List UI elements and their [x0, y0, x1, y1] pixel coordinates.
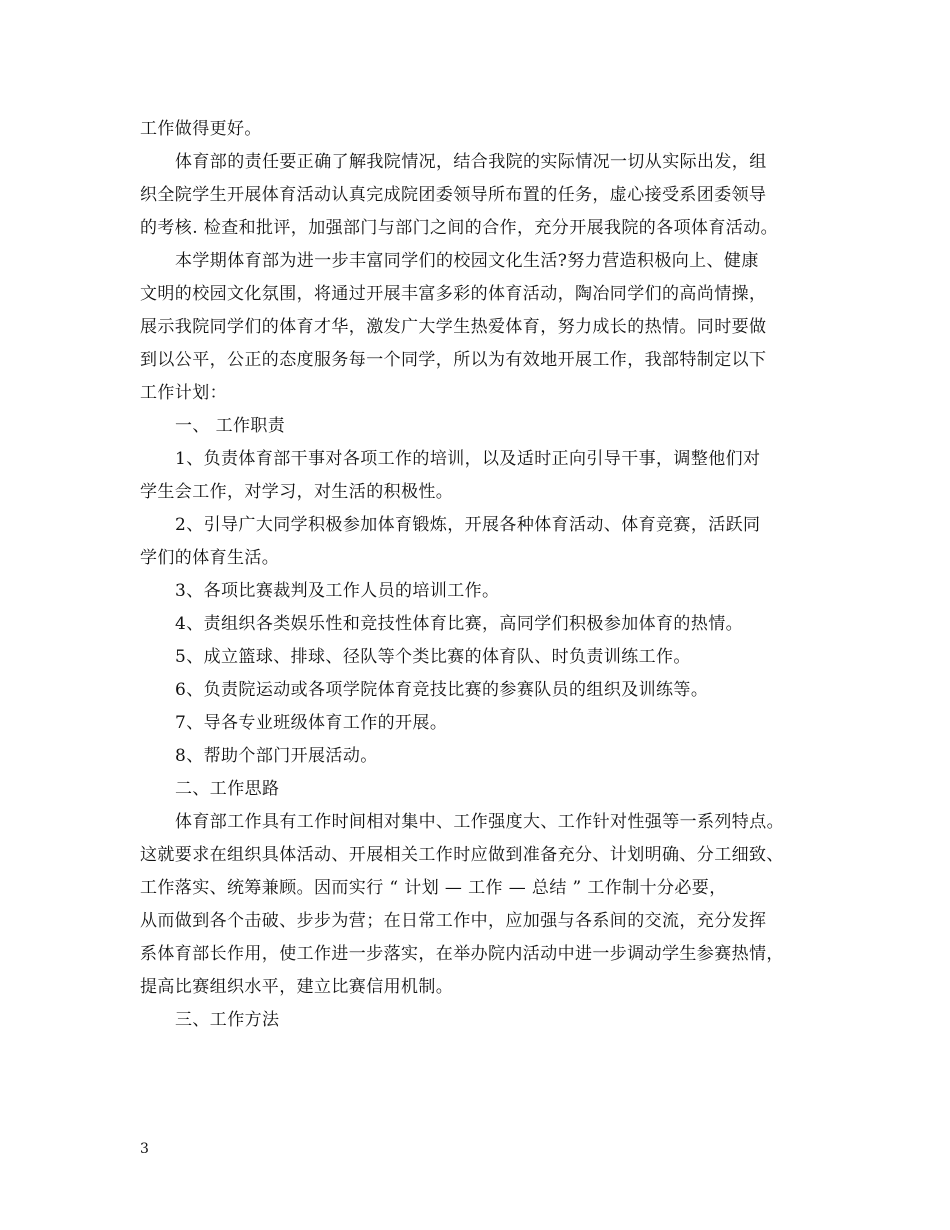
list-item: 1、负责体育部干事对各项工作的培训，以及适时正向引导干事，调整他们对 — [175, 449, 761, 469]
list-item: 7、导各专业班级体育工作的开展。 — [175, 713, 448, 733]
page-number: 3 — [140, 1141, 149, 1157]
text-line: 工作计划： — [140, 383, 227, 403]
list-item: 4、责组织各类娱乐性和竞技性体育比赛，高同学们积极参加体育的热情。 — [175, 614, 744, 634]
text-line: 学们的体育生活。 — [140, 548, 280, 568]
section-heading: 二、工作思路 — [175, 779, 280, 799]
text-line: 工作落实、统筹兼顾。因而实行 “ 计划 — 工作 — 总结 ” 工作制十分必要， — [140, 878, 727, 898]
text-line: 织全院学生开展体育活动认真完成院团委领导所布置的任务，虚心接受系团委领导 — [140, 185, 767, 205]
list-item: 2、引导广大同学积极参加体育锻炼，开展各种体育活动、体育竞赛，活跃同 — [175, 515, 761, 535]
text-line: 这就要求在组织具体活动、开展相关工作时应做到准备充分、计划明确、分工细致、 — [140, 845, 784, 865]
text-line: 体育部的责任要正确了解我院情况，结合我院的实际情况一切从实际出发，组 — [175, 152, 767, 172]
text-line: 系体育部长作用，使工作进一步落实，在举办院内活动中进一步调动学生参赛热情， — [140, 944, 784, 964]
list-item: 5、成立篮球、排球、径队等个类比赛的体育队、时负责训练工作。 — [175, 647, 691, 667]
text-line: 展示我院同学们的体育才华，激发广大学生热爱体育，努力成长的热情。同时要做 — [140, 317, 767, 337]
text-line: 工作做得更好。 — [140, 119, 262, 139]
list-item: 3、各项比赛裁判及工作人员的培训工作。 — [175, 581, 500, 601]
text-line: 提高比赛组织水平，建立比赛信用机制。 — [140, 977, 454, 997]
text-line: 从而做到各个击破、步步为营；在日常工作中，应加强与各系间的交流，充分发挥 — [140, 911, 767, 931]
text-line: 本学期体育部为进一步丰富同学们的校园文化生活?努力营造积极向上、健康 — [175, 251, 759, 271]
text-line: 到以公平，公正的态度服务每一个同学，所以为有效地开展工作，我部特制定以下 — [140, 350, 767, 370]
text-line: 文明的校园文化氛围，将通过开展丰富多彩的体育活动，陶冶同学们的高尚情操， — [140, 284, 767, 304]
section-heading: 一、 工作职责 — [175, 416, 286, 436]
text-line: 的考核. 检查和批评，加强部门与部门之间的合作，充分开展我院的各项体育活动。 — [140, 218, 779, 238]
section-heading: 三、工作方法 — [175, 1010, 280, 1030]
list-item: 6、负责院运动或各项学院体育竞技比赛的参赛队员的组织及训练等。 — [175, 680, 709, 700]
text-line: 体育部工作具有工作时间相对集中、工作强度大、工作针对性强等一系列特点。 — [175, 812, 784, 832]
text-line: 学生会工作，对学习，对生活的积极性。 — [140, 482, 454, 502]
list-item: 8、帮助个部门开展活动。 — [175, 746, 378, 766]
